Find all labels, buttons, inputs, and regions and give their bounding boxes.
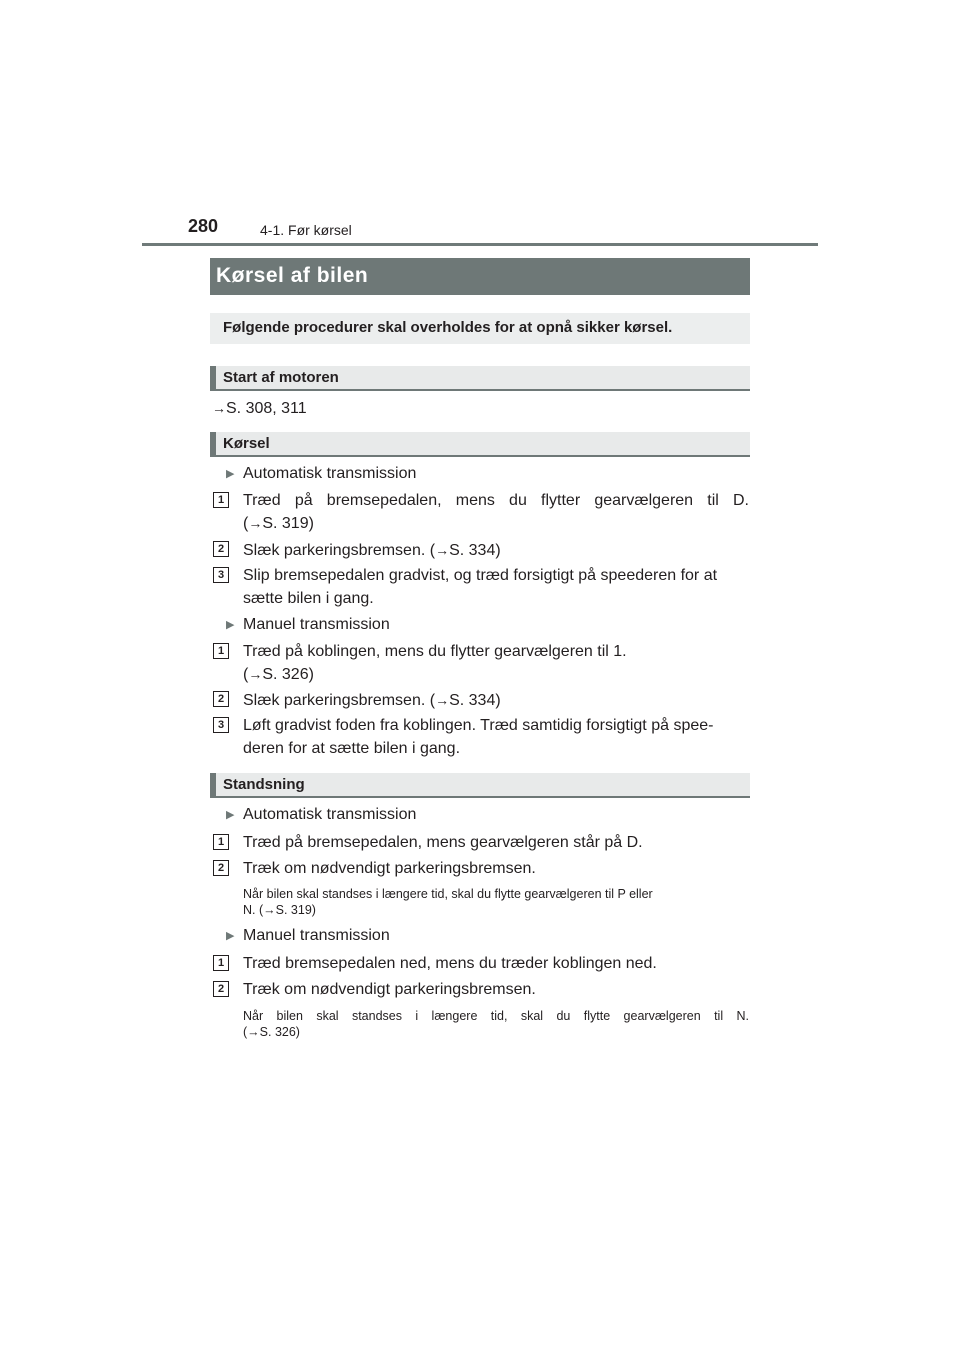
page-header [142,214,818,244]
driving-auto-step3-line1: Slip bremsepedalen gradvist, og træd forsigtigt på speederen for at [243,567,718,584]
driving-manual-label: Manuel transmission [243,616,390,633]
note-text: N. ( [243,903,264,917]
driving-auto-step2 [243,539,749,562]
step-number-2: 2 [213,691,229,707]
triangle-bullet-icon: ▶ [226,468,235,480]
arrow-right-icon: → [247,1025,260,1039]
page-title: Kørsel af bilen [210,258,750,295]
stopping-manual-note-line2: (→S. 326) [243,1025,300,1039]
stopping-manual-label: Manuel transmission [243,927,390,944]
arrow-right-icon: → [248,515,263,531]
header-divider [142,243,818,246]
intro-text: Følgende procedurer skal overholdes for at opnå sikker kørsel. [210,313,750,344]
step-number-3: 3 [213,567,229,583]
arrow-right-icon: → [248,666,263,682]
stopping-manual-step2: Træk om nødvendigt parkeringsbremsen. [243,981,536,998]
step-text: Slæk parkeringsbremsen. ( [243,542,436,559]
ref-link[interactable]: S. 319) [275,903,316,917]
arrow-right-icon: → [263,903,276,917]
triangle-bullet-icon: ▶ [226,930,235,942]
driving-auto-step3-line2: sætte bilen i gang. [243,590,374,607]
ref-link[interactable]: S. 326) [262,666,314,683]
ref-link[interactable]: S. 319) [262,515,314,532]
ref-link[interactable]: S. 334) [449,692,501,709]
driving-manual-step1-line1: Træd på koblingen, mens du flytter gearvælgeren til 1. [243,643,627,660]
chapter-label: 4-1. Før kørsel [260,222,352,238]
driving-manual-step3-line2: deren for at sætte bilen i gang. [243,740,461,757]
driving-manual-step2 [243,689,749,712]
stopping-auto-step1: Træd på bremsepedalen, mens gearvælgeren står på D. [243,834,643,851]
start-reference [212,397,307,420]
driving-manual-step3-line1: Løft gradvist foden fra koblingen. Træd samtidig forsigtigt på spee- [243,717,714,734]
section-heading-stopping: Standsning [210,773,750,798]
stopping-manual-note-line1: Når bilen skal standses i længere tid, skal du flytte gearvælgeren til N. [243,1009,749,1023]
section-heading-driving: Kørsel [210,432,750,457]
driving-manual-step1-line2: (→S. 326) [243,666,314,683]
ref-link[interactable]: S. 326) [259,1025,300,1039]
step-number-1: 1 [213,834,229,850]
step-number-1: 1 [213,492,229,508]
driving-auto-step1-line2: (→S. 319) [243,515,314,532]
ref-link[interactable]: S. 334) [449,542,501,559]
arrow-right-icon: → [435,692,450,708]
stopping-auto-note-line1: Når bilen skal standses i længere tid, skal du flytte gearvælgeren til P eller [243,887,653,901]
stopping-manual-step1: Træd bremsepedalen ned, mens du træder koblingen ned. [243,955,657,972]
step-number-2: 2 [213,541,229,557]
arrow-right-icon: → [435,542,450,558]
page-number: 280 [188,216,219,236]
driving-automatic-label: Automatisk transmission [243,465,417,482]
start-ref-link[interactable]: S. 308, 311 [226,400,307,417]
arrow-right-icon: → [212,400,226,416]
section-heading-start: Start af motoren [210,366,750,391]
stopping-automatic-label: Automatisk transmission [243,806,417,823]
step-number-1: 1 [213,955,229,971]
stopping-auto-note-line2 [243,903,749,918]
step-text: Slæk parkeringsbremsen. ( [243,692,436,709]
step-number-2: 2 [213,860,229,876]
step-number-1: 1 [213,643,229,659]
step-number-2: 2 [213,981,229,997]
step-number-3: 3 [213,717,229,733]
driving-auto-step1-line1: Træd på bremsepedalen, mens du flytter gearvælgeren til D. [243,492,749,509]
triangle-bullet-icon: ▶ [226,809,235,821]
triangle-bullet-icon: ▶ [226,619,235,631]
stopping-auto-step2: Træk om nødvendigt parkeringsbremsen. [243,860,536,877]
